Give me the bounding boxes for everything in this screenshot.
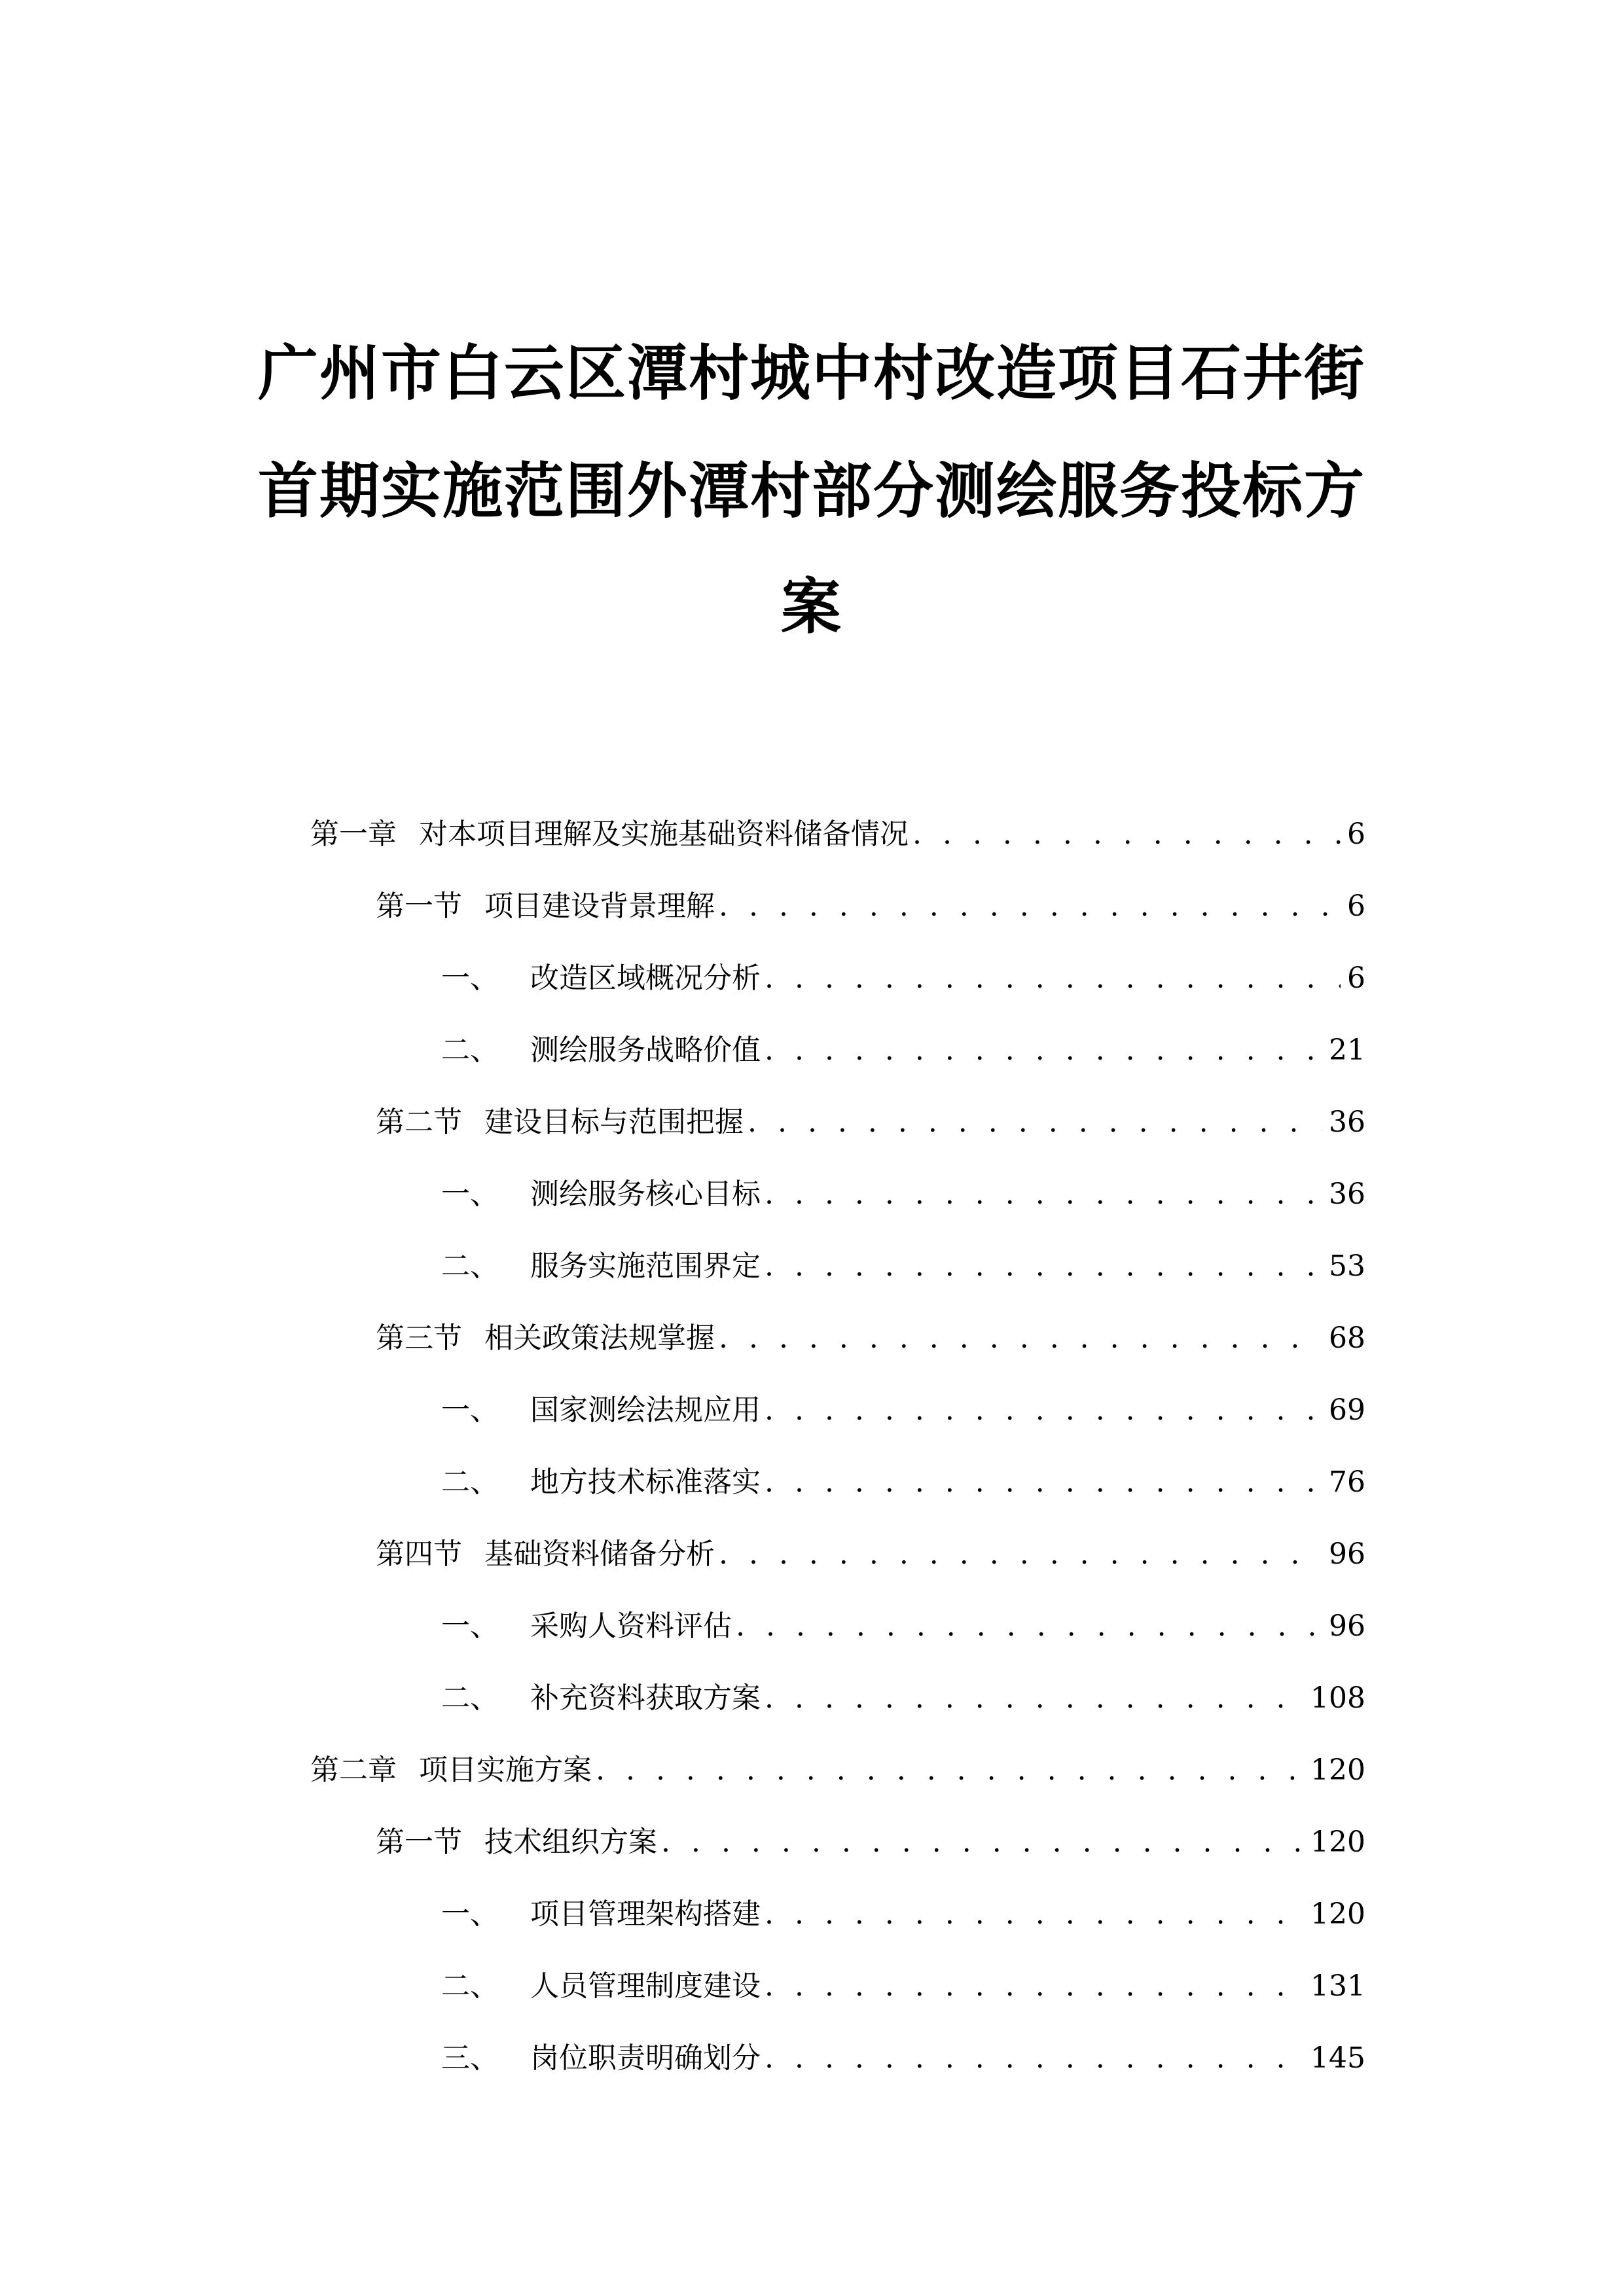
toc-entry-number: 第三节 [376,1321,462,1355]
toc-entry-text: 改造区域概况分析 [530,961,761,995]
toc-page-number: 120 [1310,1753,1365,1787]
toc-entry-subsection[interactable] [441,1247,1365,1286]
toc-page-number: 96 [1329,1609,1365,1643]
document-title-line-2: 首期实施范围外潭村部分测绘服务投标方 [257,456,1365,526]
toc-page-number: 68 [1329,1321,1365,1355]
toc-entry-subsection[interactable] [441,1175,1365,1214]
toc-dot-leader [765,1967,1304,2006]
toc-entry-text: 技术组织方案 [484,1825,657,1859]
toc-entry-text: 国家测绘法规应用 [530,1393,761,1427]
toc-entry-number: 第四节 [376,1537,462,1571]
document-title-line-1: 广州市白云区潭村城中村改造项目石井街 [257,338,1365,408]
toc-entry-text: 岗位职责明确划分 [530,2041,761,2075]
toc-entry-subsection[interactable] [441,1607,1365,1646]
toc-dot-leader [736,1607,1322,1646]
toc-entry-number: 二、 [441,1249,499,1283]
toc-entry-text: 服务实施范围界定 [530,1249,761,1283]
toc-entry-text: 项目管理架构搭建 [530,1897,761,1931]
toc-page-number: 96 [1329,1537,1365,1571]
toc-entry-text: 采购人资料评估 [530,1609,732,1643]
toc-page-number: 120 [1310,1825,1365,1859]
toc-entry-text: 建设目标与范围把握 [484,1105,744,1139]
toc-entry-subsection[interactable] [441,959,1365,998]
toc-entry-text: 项目建设背景理解 [484,889,715,923]
toc-entry-chapter-2-section-1[interactable] [376,1823,1365,1862]
toc-page-number: 21 [1329,1033,1365,1067]
toc-dot-leader [748,1103,1322,1142]
toc-entry-subsection[interactable] [441,1391,1365,1430]
toc-dot-leader [765,1247,1322,1286]
toc-entry-subsection[interactable] [441,1031,1365,1070]
toc-entry-chapter-1[interactable] [310,815,1365,854]
toc-page-number: 6 [1347,889,1365,923]
toc-entry-text: 对本项目理解及实施基础资料储备情况 [419,817,909,851]
toc-entry-text: 项目实施方案 [419,1753,592,1787]
toc-entry-text: 地方技术标准落实 [530,1465,761,1499]
toc-dot-leader [765,959,1341,998]
toc-entry-subsection[interactable] [441,1967,1365,2006]
toc-entry-number: 一、 [441,1177,499,1211]
toc-entry-number: 一、 [441,961,499,995]
toc-entry-subsection[interactable] [441,1679,1365,1718]
toc-entry-number: 二、 [441,1681,499,1715]
toc-dot-leader [661,1823,1304,1862]
toc-entry-number: 三、 [441,2041,499,2075]
toc-entry-number: 二、 [441,1969,499,2003]
toc-entry-number: 一、 [441,1393,499,1427]
toc-entry-chapter-1-section-2[interactable] [376,1103,1365,1142]
toc-entry-chapter-1-section-3[interactable] [376,1319,1365,1358]
toc-page-number: 76 [1329,1465,1365,1499]
toc-entry-subsection[interactable] [441,1463,1365,1502]
toc-dot-leader [765,1175,1322,1214]
toc-entry-text: 相关政策法规掌握 [484,1321,715,1355]
toc-entry-chapter-2[interactable] [310,1751,1365,1790]
toc-page-number: 6 [1347,817,1365,851]
toc-dot-leader [719,1319,1322,1358]
toc-page-number: 145 [1310,2041,1365,2075]
toc-entry-number: 二、 [441,1465,499,1499]
toc-entry-text: 人员管理制度建设 [530,1969,761,2003]
toc-entry-number: 第一节 [376,1825,462,1859]
document-title-line-3: 案 [780,572,842,642]
toc-entry-subsection[interactable] [441,2039,1365,2078]
toc-page-number: 131 [1310,1969,1365,2003]
toc-dot-leader [765,2039,1304,2078]
toc-dot-leader [765,1031,1322,1070]
toc-entry-text: 测绘服务战略价值 [530,1033,761,1067]
toc-page-number: 69 [1329,1393,1365,1427]
toc-page-number: 108 [1310,1681,1365,1715]
toc-entry-chapter-1-section-1[interactable] [376,887,1365,926]
toc-entry-number: 第一章 [310,817,397,851]
toc-entry-subsection[interactable] [441,1895,1365,1934]
toc-page-number: 53 [1329,1249,1365,1283]
toc-dot-leader [912,815,1341,854]
toc-entry-text: 补充资料获取方案 [530,1681,761,1715]
toc-page-number: 36 [1329,1105,1365,1139]
toc-page-number: 6 [1347,961,1365,995]
toc-page-number: 36 [1329,1177,1365,1211]
toc-dot-leader [596,1751,1304,1790]
toc-entry-number: 第二节 [376,1105,462,1139]
toc-dot-leader [719,887,1341,926]
toc-entry-chapter-1-section-4[interactable] [376,1535,1365,1574]
toc-dot-leader [765,1895,1304,1934]
toc-entry-text: 测绘服务核心目标 [530,1177,761,1211]
toc-page-number: 120 [1310,1897,1365,1931]
toc-entry-text: 基础资料储备分析 [484,1537,715,1571]
toc-entry-number: 二、 [441,1033,499,1067]
toc-entry-number: 一、 [441,1897,499,1931]
toc-dot-leader [765,1463,1322,1502]
toc-entry-number: 一、 [441,1609,499,1643]
toc-dot-leader [719,1535,1322,1574]
toc-entry-number: 第一节 [376,889,462,923]
toc-entry-number: 第二章 [310,1753,397,1787]
toc-dot-leader [765,1679,1304,1718]
toc-dot-leader [765,1391,1322,1430]
